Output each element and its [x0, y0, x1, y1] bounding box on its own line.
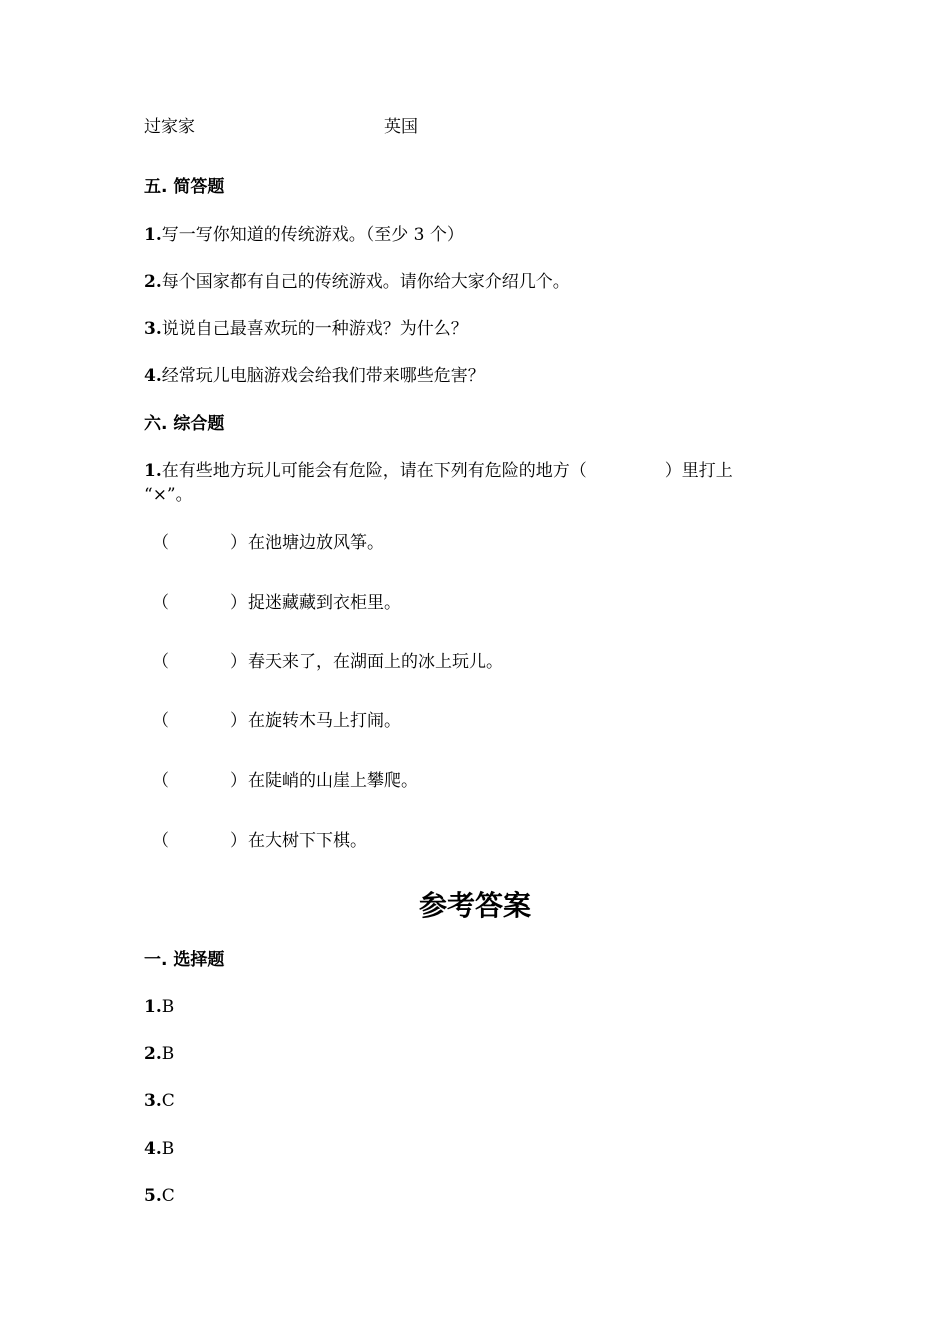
- answer-number: 5.: [144, 1186, 162, 1206]
- question-number: 1.: [144, 461, 162, 481]
- question-text: “×”。: [144, 485, 193, 505]
- open-paren: （: [152, 831, 169, 851]
- close-paren: ）: [230, 711, 247, 731]
- close-paren: ）: [230, 831, 247, 851]
- question-text: 经常玩儿电脑游戏会给我们带来哪些危害？: [161, 366, 485, 386]
- answer-text: B: [161, 997, 175, 1017]
- question-item: [144, 223, 464, 247]
- question-number: 3.: [144, 319, 162, 339]
- answer-item: [144, 1184, 175, 1208]
- option-row: [152, 769, 418, 793]
- open-paren: （: [152, 593, 169, 613]
- option-text: 捉迷藏藏到衣柜里。: [248, 593, 401, 613]
- question-number: 2.: [144, 272, 162, 292]
- answer-text: C: [161, 1091, 175, 1111]
- question-number: 4.: [144, 366, 162, 386]
- option-text: 春天来了，在湖面上的冰上玩儿。: [248, 652, 503, 672]
- question-text: 在有些地方玩儿可能会有危险，请在下列有危险的地方（: [161, 461, 587, 481]
- answer-item: [144, 1042, 174, 1066]
- answer-item: [144, 1089, 175, 1113]
- question-text: ）里打上: [664, 461, 733, 481]
- answer-text: B: [161, 1139, 175, 1159]
- close-paren: ）: [230, 533, 247, 553]
- answer-number: 2.: [144, 1044, 162, 1064]
- question-text: 说说自己最喜欢玩的一种游戏？为什么？: [161, 319, 468, 339]
- section-heading-comprehensive: 六. 综合题: [144, 414, 225, 434]
- close-paren: ）: [230, 771, 247, 791]
- option-row: [152, 709, 401, 733]
- question-item: [144, 459, 804, 507]
- open-paren: （: [152, 533, 169, 553]
- answer-number: 1.: [144, 997, 162, 1017]
- close-paren: ）: [230, 652, 247, 672]
- close-paren: ）: [230, 593, 247, 613]
- option-text: 在陡峭的山崖上攀爬。: [248, 771, 418, 791]
- question-number: 1.: [144, 225, 162, 245]
- answer-item: [144, 1137, 174, 1161]
- question-item: [144, 364, 485, 388]
- open-paren: （: [152, 771, 169, 791]
- option-row: [152, 591, 401, 615]
- question-item: [144, 270, 570, 294]
- option-text-left: 过家家: [144, 117, 195, 137]
- option-row: [152, 829, 367, 853]
- section-heading-choice: 一. 选择题: [144, 950, 225, 970]
- answer-text: B: [161, 1044, 175, 1064]
- answer-item: [144, 995, 174, 1019]
- question-text: 每个国家都有自己的传统游戏。请你给大家介绍几个。: [161, 272, 570, 292]
- option-text: 在旋转木马上打闹。: [248, 711, 401, 731]
- open-paren: （: [152, 711, 169, 731]
- question-item: [144, 317, 468, 341]
- answer-number: 4.: [144, 1139, 162, 1159]
- option-text: 在池塘边放风筝。: [248, 533, 384, 553]
- open-paren: （: [152, 652, 169, 672]
- section-heading-short-answer: 五. 简答题: [144, 177, 225, 197]
- question-text: 写一写你知道的传统游戏。（至少 3 个）: [161, 225, 464, 245]
- answer-number: 3.: [144, 1091, 162, 1111]
- option-text-right: 英国: [384, 117, 418, 137]
- answer-key-title: 参考答案: [418, 889, 531, 922]
- option-row: [152, 650, 503, 674]
- option-text: 在大树下下棋。: [248, 831, 367, 851]
- option-row: [152, 531, 384, 555]
- answer-text: C: [161, 1186, 175, 1206]
